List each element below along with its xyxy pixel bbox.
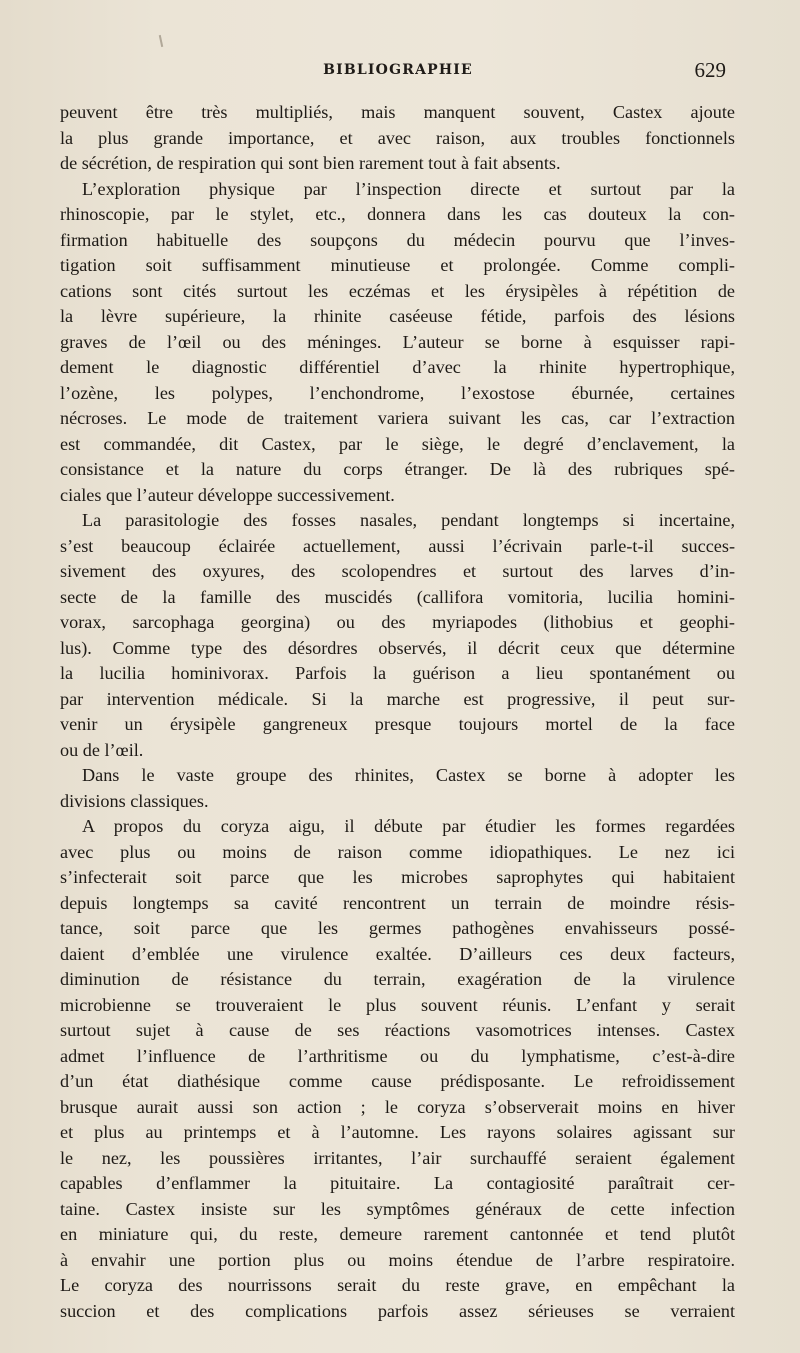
text-line: firmation habituelle des soupçons du médecin pourvu que l’inves- — [60, 229, 735, 250]
text-line: la plus grande importance, et avec raison, aux troubles fonctionnels — [60, 127, 735, 148]
text-line: microbienne se trouveraient le plus souvent réunis. L’enfant y serait — [60, 994, 735, 1015]
text-line: s’est beaucoup éclairée actuellement, aussi l’écrivain parle-t-il succes- — [60, 535, 735, 556]
text-line: tance, soit parce que les germes pathogènes envahisseurs possé- — [60, 918, 735, 938]
running-title: BIBLIOGRAPHIE — [323, 62, 473, 78]
text-line: dement le diagnostic différentiel d’avec la rhinite hypertrophique, — [60, 357, 735, 377]
text-line: nécroses. Le mode de traitement variera suivant les cas, car l’extraction — [60, 408, 735, 428]
text-line: sivement des oxyures, des scolopendres et surtout des larves d’in- — [60, 561, 735, 581]
text-line: ou de l’œil. — [60, 739, 144, 760]
text-line: en miniature qui, du reste, demeure rarement cantonnée et tend plutôt — [60, 1224, 735, 1244]
text-line: à envahir une portion plus ou moins étendue de l’arbre respiratoire. — [60, 1249, 735, 1270]
text-line: le nez, les poussières irritantes, l’air surchauffé seraient également — [60, 1147, 735, 1168]
text-line: tigation soit suffisamment minutieuse et prolongée. Comme compli- — [60, 255, 735, 275]
text-line: diminution de résistance du terrain, exagération de la virulence — [60, 969, 735, 989]
text-line: par intervention médicale. Si la marche est progressive, il peut sur- — [60, 688, 735, 709]
text-line: surtout sujet à cause de ses réactions vasomotrices intenses. Castex — [60, 1020, 735, 1040]
text-line: admet l’influence de l’arthritisme ou du lymphatisme, c’est-à-dire — [60, 1045, 735, 1066]
text-line: capables d’enflammer la pituitaire. La contagiosité paraîtrait cer- — [60, 1173, 735, 1193]
text-line: daient d’emblée une virulence exaltée. D’ailleurs ces deux facteurs, — [60, 943, 735, 964]
text-line: A propos du coryza aigu, il débute par étudier les formes regardées — [82, 816, 735, 836]
text-line: de sécrétion, de respiration qui sont bien rarement tout à fait absents. — [60, 153, 561, 173]
text-line: divisions classiques. — [60, 790, 209, 811]
text-line: graves de l’œil ou des méninges. L’auteur se borne à esquisser rapi- — [60, 331, 735, 352]
text-line: secte de la famille des muscidés (callifora vomitoria, lucilia homini- — [60, 586, 735, 607]
text-line: Dans le vaste groupe des rhinites, Castex se borne à adopter les — [82, 765, 735, 785]
text-line: et plus au printemps et à l’automne. Les rayons solaires agissant sur — [60, 1122, 735, 1142]
page-header — [62, 58, 734, 86]
text-line: avec plus ou moins de raison comme idiopathiques. Le nez ici — [60, 841, 735, 862]
text-line: brusque aurait aussi son action ; le coryza s’observerait moins en hiver — [60, 1096, 735, 1117]
text-line: depuis longtemps sa cavité rencontrent un terrain de moindre résis- — [60, 892, 735, 913]
text-line: est commandée, dit Castex, par le siège, le degré d’enclavement, la — [60, 433, 735, 454]
text-line: taine. Castex insiste sur les symptômes généraux de cette infection — [60, 1198, 735, 1219]
text-line: venir un érysipèle gangreneux presque toujours mortel de la face — [60, 714, 735, 734]
text-line: l’ozène, les polypes, l’enchondrome, l’exostose éburnée, certaines — [60, 382, 735, 403]
text-line: vorax, sarcophaga georgina) ou des myriapodes (lithobius et geophi- — [60, 612, 735, 632]
page-number: 629 — [694, 58, 726, 82]
text-line: peuvent être très multipliés, mais manquent souvent, Castex ajoute — [60, 102, 735, 122]
text-line: lus). Comme type des désordres observés, il décrit ceux que détermine — [60, 637, 735, 658]
margin-pencil-mark — [159, 35, 163, 47]
text-line: s’infecterait soit parce que les microbes saprophytes qui habitaient — [60, 867, 735, 887]
text-line: ciales que l’auteur développe successivement. — [60, 484, 395, 505]
text-line: La parasitologie des fosses nasales, pendant longtemps si incertaine, — [82, 510, 735, 530]
text-line: cations sont cités surtout les eczémas et les érysipèles à répétition de — [60, 280, 735, 301]
text-line: la lèvre supérieure, la rhinite caséeuse fétide, parfois des lésions — [60, 306, 735, 326]
text-line: la lucilia hominivorax. Parfois la guérison a lieu spontanément ou — [60, 663, 735, 683]
body-text — [60, 100, 735, 1324]
text-line: Le coryza des nourrissons serait du reste grave, en empêchant la — [60, 1275, 735, 1295]
text-line: rhinoscopie, par le stylet, etc., donnera dans les cas douteux la con- — [60, 204, 735, 224]
text-line: d’un état diathésique comme cause prédisposante. Le refroidissement — [60, 1071, 735, 1091]
text-line: L’exploration physique par l’inspection directe et surtout par la — [82, 178, 735, 199]
text-line: consistance et la nature du corps étranger. De là des rubriques spé- — [60, 459, 735, 479]
text-line: succion et des complications parfois assez sérieuses se verraient — [60, 1300, 735, 1321]
